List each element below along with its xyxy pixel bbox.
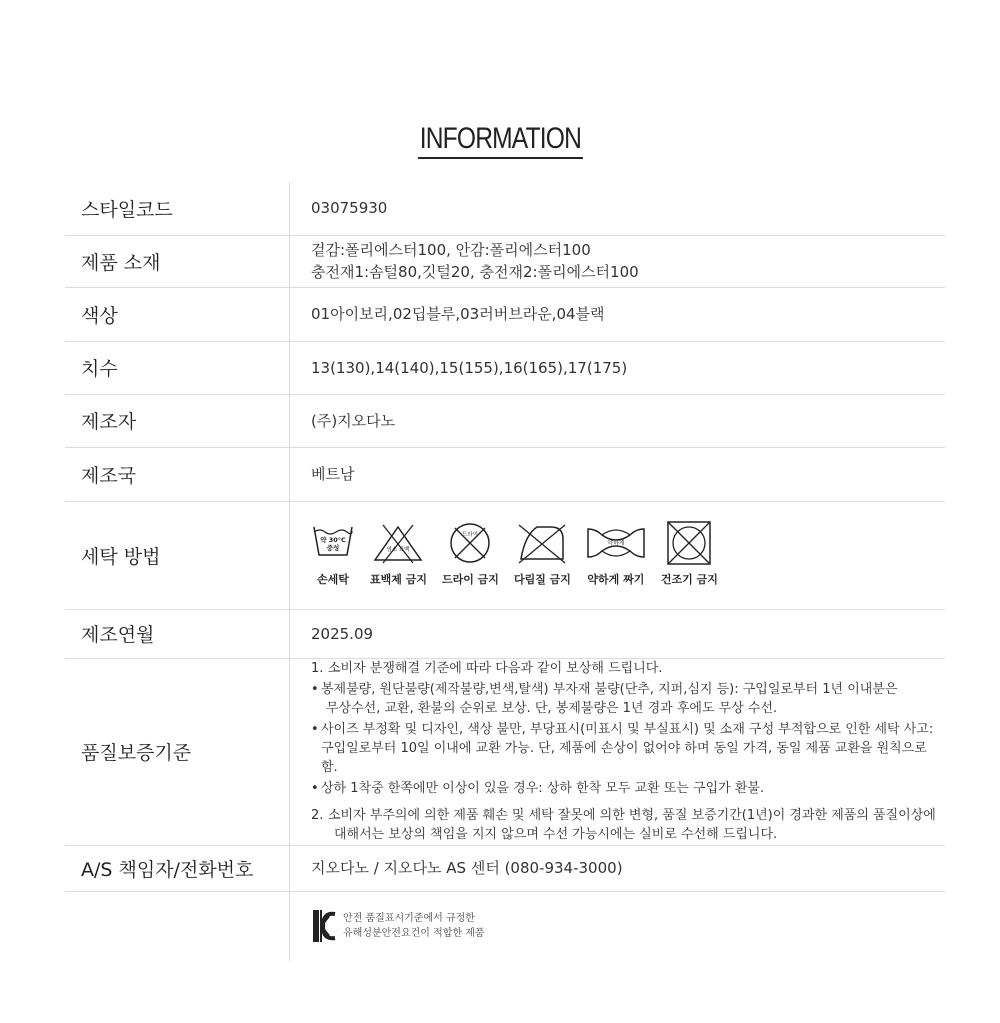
no-bleach-icon xyxy=(371,521,425,565)
row-value xyxy=(290,235,946,287)
row-label: 제조자 xyxy=(65,394,290,447)
wash-item-wring xyxy=(586,521,646,591)
gentle-wring-icon xyxy=(586,521,646,565)
wash-label: 약하게 짜기 xyxy=(587,573,645,586)
row-label: 품질보증기준 xyxy=(65,658,290,845)
wash-label: 손세탁 xyxy=(317,573,349,586)
kc-text-line: 안전 품질표시기준에서 규정한 xyxy=(343,913,475,925)
row-label: 제조국 xyxy=(65,447,290,501)
table-row-material xyxy=(65,235,945,287)
row-value: 2025.09 xyxy=(290,609,946,658)
material-line: 충전재1:솜털80,깃털20, 충전재2:폴리에스터100 xyxy=(311,263,639,281)
table-row-manufacturer xyxy=(65,394,945,447)
table-row-quality-assurance xyxy=(65,658,945,845)
kc-certification xyxy=(311,894,945,958)
qa-bullet: • 봉제불량, 원단불량(제작불량,변색,탈색) 부자재 불량(단추, 지퍼,심지 등): 구입일로부터 1년 이내분은 무상수선, 교환, 환불의 순위로 보상. 단, 봉제불량은 1년 경과 후에도 무상 수선. xyxy=(311,682,898,716)
row-label: 세탁 방법 xyxy=(65,501,290,609)
wash-label: 다림질 금지 xyxy=(513,573,571,586)
table-row-size xyxy=(65,341,945,394)
svg-text:염소 표백: 염소 표백 xyxy=(386,547,410,553)
information-table xyxy=(65,182,945,961)
hand-wash-icon xyxy=(311,521,355,565)
qa-item: 2. 소비자 부주의에 의한 제품 훼손 및 세탁 잘못에 의한 변형, 품질 보증기간(1년)이 경과한 제품의 품질이상에 대해서는 보상의 책임을 지지 않으며 수선 가능시에는 실비로 수선해 드립니다. xyxy=(311,808,936,842)
wash-item-nodryer xyxy=(661,521,718,591)
information-heading-wrap xyxy=(0,122,1000,159)
svg-text:약하게: 약하게 xyxy=(607,540,625,547)
row-value: 13(130),14(140),15(155),16(165),17(175) xyxy=(290,341,946,394)
row-value: (주)지오다노 xyxy=(290,394,946,447)
wash-item-handwash xyxy=(311,521,355,591)
kc-text-line: 유해성분안전요건이 적합한 제품 xyxy=(343,928,485,940)
row-value xyxy=(290,891,946,961)
wash-icons xyxy=(311,521,945,591)
svg-text:중성: 중성 xyxy=(326,544,340,552)
table-row-kc xyxy=(65,891,945,961)
qa-bullet: • 사이즈 부정확 및 디자인, 색상 불만, 부당표시(미표시 및 부실표시) 및 소재 구성 부적합으로 인한 세탁 사고: 구입일로부터 10일 이내에 교환 가능. 단, 제품에 손상이 없어야 하며 동일 가격, 동일 제품 교환을 원칙으로 함. xyxy=(311,722,934,775)
table-row-style-code xyxy=(65,182,945,235)
row-label-empty xyxy=(65,891,290,961)
wash-item-nodry xyxy=(442,521,499,591)
wash-label: 건조기 금지 xyxy=(660,573,718,586)
row-label: 색상 xyxy=(65,287,290,341)
row-value xyxy=(290,658,946,845)
no-tumble-dry-icon xyxy=(665,521,713,565)
material-line: 겉감:폴리에스터100, 안감:폴리에스터100 xyxy=(311,241,591,259)
table-row-color xyxy=(65,287,945,341)
row-label: 제품 소재 xyxy=(65,235,290,287)
table-row-washing xyxy=(65,501,945,609)
kc-mark-icon xyxy=(311,908,337,944)
row-label: 치수 xyxy=(65,341,290,394)
row-value: 지오다노 / 지오다노 AS 센터 (080-934-3000) xyxy=(290,845,946,891)
wash-item-noiron xyxy=(514,521,571,591)
row-value xyxy=(290,501,946,609)
row-label: A/S 책임자/전화번호 xyxy=(65,845,290,891)
no-dry-clean-icon xyxy=(446,521,494,565)
kc-text xyxy=(343,911,485,941)
svg-text:드라이: 드라이 xyxy=(462,532,479,538)
row-label: 제조연월 xyxy=(65,609,290,658)
row-value: 01아이보리,02딥블루,03러버브라운,04블랙 xyxy=(290,287,946,341)
wash-label: 표백제 금지 xyxy=(370,573,427,586)
table-row-after-service xyxy=(65,845,945,891)
no-iron-icon xyxy=(515,521,569,565)
table-row-manufacture-date xyxy=(65,609,945,658)
row-value: 03075930 xyxy=(290,182,946,235)
row-value: 베트남 xyxy=(290,447,946,501)
page-title: INFORMATION xyxy=(418,122,583,159)
row-label: 스타일코드 xyxy=(65,182,290,235)
wash-label: 드라이 금지 xyxy=(441,573,499,586)
quality-text xyxy=(311,659,945,844)
wash-item-nobleach xyxy=(370,521,427,591)
qa-item: 1. 소비자 분쟁해결 기준에 따라 다음과 같이 보상해 드립니다. xyxy=(311,661,663,676)
qa-bullet: • 상하 1착중 한쪽에만 이상이 있을 경우: 상하 한착 모두 교환 또는 구입가 환불. xyxy=(311,781,765,796)
table-row-country xyxy=(65,447,945,501)
svg-text:약 30°C: 약 30°C xyxy=(320,536,346,544)
